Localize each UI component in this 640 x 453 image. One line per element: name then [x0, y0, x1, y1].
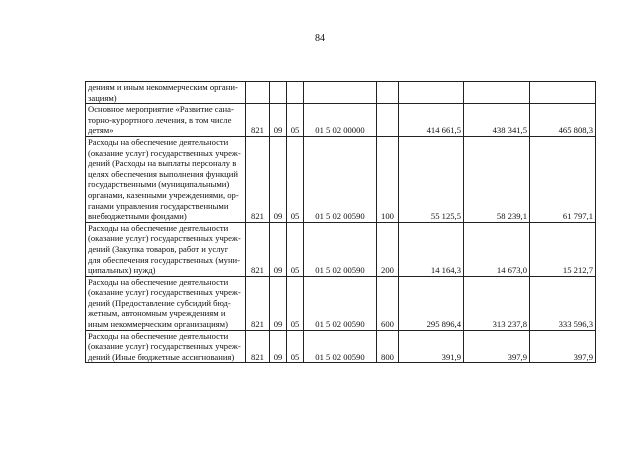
page-number: 84 [315, 33, 325, 44]
section-code-cell-text: 09 [273, 211, 283, 222]
subsection-code-cell-text: 05 [290, 211, 300, 222]
ministry-code-cell [246, 330, 270, 363]
amount-year-1-cell-text: 14 164,3 [430, 265, 461, 276]
expense-name-cell [86, 82, 246, 104]
expense-name-cell [86, 104, 246, 137]
amount-year-2-cell [464, 136, 530, 222]
expense-type-cell-text: 200 [381, 265, 394, 276]
ministry-code-cell-text: 821 [251, 351, 264, 362]
amount-year-1-cell-text: 295 896,4 [426, 319, 461, 330]
expense-name-cell [86, 276, 246, 330]
amount-year-3-cell [530, 82, 596, 104]
table-row [86, 222, 596, 276]
subsection-code-cell [287, 82, 304, 104]
target-article-cell [304, 136, 377, 222]
amount-year-2-cell-text: 58 239,1 [496, 211, 527, 222]
section-code-cell [270, 222, 287, 276]
amount-year-1-cell-text: 55 125,5 [430, 211, 461, 222]
subsection-code-cell [287, 222, 304, 276]
ministry-code-cell [246, 276, 270, 330]
expense-name-cell [86, 136, 246, 222]
amount-year-2-cell-text: 397,9 [507, 351, 527, 362]
amount-year-1-cell [399, 222, 464, 276]
expense-name-cell-text: Расходы на обеспечение деятельности (оказание услуг) государственных учреж- дений (Иные бюджетные ассигнования) [88, 330, 241, 362]
amount-year-2-cell [464, 276, 530, 330]
ministry-code-cell [246, 82, 270, 104]
target-article-cell [304, 104, 377, 137]
ministry-code-cell [246, 136, 270, 222]
target-article-cell-text: 01 5 02 00590 [315, 211, 365, 222]
amount-year-3-cell-text: 397,9 [573, 351, 593, 362]
amount-year-2-cell [464, 222, 530, 276]
ministry-code-cell-text: 821 [251, 125, 264, 136]
ministry-code-cell [246, 104, 270, 137]
expense-type-cell-text: 800 [381, 351, 394, 362]
target-article-cell-text: 01 5 02 00590 [315, 265, 365, 276]
amount-year-2-cell [464, 104, 530, 137]
amount-year-2-cell-text: 313 237,8 [492, 319, 527, 330]
amount-year-2-cell [464, 82, 530, 104]
subsection-code-cell-text: 05 [290, 265, 300, 276]
subsection-code-cell [287, 104, 304, 137]
amount-year-3-cell [530, 104, 596, 137]
subsection-code-cell [287, 136, 304, 222]
expense-type-cell [377, 104, 399, 137]
amount-year-1-cell [399, 82, 464, 104]
amount-year-2-cell-text: 14 673,0 [496, 265, 527, 276]
target-article-cell [304, 222, 377, 276]
budget-table [85, 81, 596, 363]
amount-year-3-cell-text: 61 797,1 [562, 211, 593, 222]
amount-year-1-cell [399, 276, 464, 330]
amount-year-1-cell [399, 330, 464, 363]
expense-name-cell-text: дениям и иным некоммерческим органи- зациям) [88, 82, 238, 103]
expense-type-cell [377, 276, 399, 330]
subsection-code-cell-text: 05 [290, 319, 300, 330]
expense-type-cell [377, 82, 399, 104]
expense-type-cell [377, 136, 399, 222]
subsection-code-cell [287, 330, 304, 363]
section-code-cell [270, 82, 287, 104]
amount-year-1-cell-text: 414 661,5 [426, 125, 461, 136]
section-code-cell [270, 136, 287, 222]
amount-year-3-cell-text: 333 596,3 [558, 319, 593, 330]
amount-year-3-cell [530, 330, 596, 363]
table-row [86, 82, 596, 104]
expense-type-cell-text: 600 [381, 319, 394, 330]
subsection-code-cell-text: 05 [290, 351, 300, 362]
amount-year-1-cell-text: 391,9 [441, 351, 461, 362]
ministry-code-cell-text: 821 [251, 265, 264, 276]
target-article-cell-text: 01 5 02 00590 [315, 319, 365, 330]
table-row [86, 330, 596, 363]
table-row [86, 276, 596, 330]
amount-year-1-cell [399, 104, 464, 137]
expense-type-cell [377, 222, 399, 276]
amount-year-3-cell [530, 276, 596, 330]
target-article-cell [304, 276, 377, 330]
ministry-code-cell-text: 821 [251, 211, 264, 222]
ministry-code-cell [246, 222, 270, 276]
expense-name-cell [86, 222, 246, 276]
section-code-cell-text: 09 [273, 319, 283, 330]
ministry-code-cell-text: 821 [251, 319, 264, 330]
amount-year-3-cell-text: 15 212,7 [562, 265, 593, 276]
target-article-cell [304, 330, 377, 363]
section-code-cell [270, 104, 287, 137]
amount-year-1-cell [399, 136, 464, 222]
table-row [86, 104, 596, 137]
table-row [86, 136, 596, 222]
section-code-cell-text: 09 [273, 265, 283, 276]
subsection-code-cell [287, 276, 304, 330]
target-article-cell-text: 01 5 02 00590 [315, 351, 365, 362]
amount-year-2-cell [464, 330, 530, 363]
expense-type-cell-text: 100 [381, 211, 394, 222]
amount-year-3-cell-text: 465 808,3 [558, 125, 593, 136]
section-code-cell-text: 09 [273, 351, 283, 362]
section-code-cell [270, 330, 287, 363]
section-code-cell-text: 09 [273, 125, 283, 136]
expense-name-cell-text: Расходы на обеспечение деятельности (оказание услуг) государственных учреж- дений (Расходы на выплаты персоналу в целях обеспечения выполнения функций государственными (муниципальными) органами, казенными учреждениями, ор- ганами управления государственными внебюджетными фондами) [88, 136, 241, 222]
expense-name-cell-text: Расходы на обеспечение деятельности (оказание услуг) государственных учреж- дений (Предоставление субсидий бюд- жетным, автономным учреждениям и иным некоммерческим организациям) [88, 276, 241, 330]
expense-name-cell-text: Расходы на обеспечение деятельности (оказание услуг) государственных учреж- дений (Закупка товаров, работ и услуг для обеспечения государственных (муни- ципальных) нужд) [88, 222, 241, 276]
section-code-cell [270, 276, 287, 330]
subsection-code-cell-text: 05 [290, 125, 300, 136]
expense-name-cell-text: Основное мероприятие «Развитие сана- торно-курортного лечения, в том числе детям» [88, 104, 234, 136]
target-article-cell [304, 82, 377, 104]
expense-type-cell [377, 330, 399, 363]
amount-year-2-cell-text: 438 341,5 [492, 125, 527, 136]
amount-year-3-cell [530, 136, 596, 222]
amount-year-3-cell [530, 222, 596, 276]
target-article-cell-text: 01 5 02 00000 [315, 125, 365, 136]
expense-name-cell [86, 330, 246, 363]
